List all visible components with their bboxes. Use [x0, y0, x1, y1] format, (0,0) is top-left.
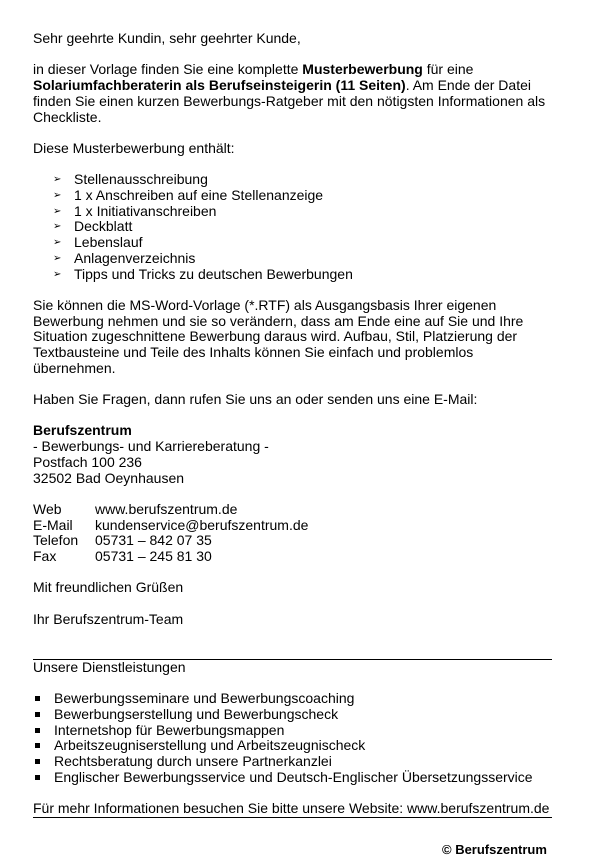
more-info: Für mehr Informationen besuchen Sie bitte unsere Website: www.berufszentrum.de — [33, 800, 550, 817]
contact-row-fax — [33, 549, 553, 565]
postbox: Postfach 100 236 — [33, 453, 142, 470]
contact-value: www.berufszentrum.de — [95, 500, 238, 517]
contact-value: kundenservice@berufszentrum.de — [95, 516, 309, 533]
intro-text-2: für eine — [422, 61, 474, 78]
contact-label: Fax — [33, 548, 57, 565]
usage-paragraph: Sie können die MS-Word-Vorlage (*.RTF) als Ausgangsbasis Ihrer eigenen Bewerbung nehmen und sie so verändern, dass am Ende eine auf Sie und Ihre Situation zugeschnittene Bewerbung daraus wird. Aufbau, Stil, Platzierung der Textbausteine und Teile des Inhalts können Sie einfach und problemlos übernehmen. — [33, 296, 524, 376]
contact-value: 05731 – 245 81 30 — [95, 548, 212, 565]
intro-bold-1: Musterbewerbung — [302, 61, 423, 78]
contact-label: Telefon — [33, 532, 79, 549]
services-list — [33, 691, 553, 785]
list-item: ➢ Tipps und Tricks zu deutschen Bewerbungen — [53, 267, 553, 283]
intro-paragraph — [33, 62, 553, 125]
letter-body — [33, 31, 553, 818]
list-item: Bewerbungserstellung und Bewerbungscheck — [33, 707, 553, 723]
salutation: Sehr geehrte Kundin, sehr geehrter Kunde, — [33, 30, 301, 46]
contact-block — [33, 502, 553, 565]
contact-value: 05731 – 842 07 35 — [95, 532, 212, 549]
list-item: ➢ Anlagenverzeichnis — [53, 251, 553, 267]
contact-label: E-Mail — [33, 516, 73, 533]
footer-brand: © Berufszentrum — [442, 842, 547, 857]
list-item: ➢ 1 x Initiativanschreiben — [53, 204, 553, 220]
contents-list — [33, 172, 553, 282]
divider-bottom — [33, 817, 552, 818]
contact-row-phone — [33, 533, 553, 549]
company-name: Berufszentrum — [33, 422, 132, 439]
list-item: ➢ Stellenausschreibung — [53, 172, 553, 188]
intro-text-1: in dieser Vorlage finden Sie eine komplette — [33, 61, 303, 78]
address-block — [33, 423, 553, 486]
contents-heading: Diese Musterbewerbung enthält: — [33, 139, 235, 156]
company-tagline: - Bewerbungs- und Karriereberatung - — [33, 438, 269, 455]
intro-bold-2: Solariumfachberaterin als Berufseinsteigerin (11 Seiten) — [33, 77, 406, 94]
questions-line: Haben Sie Fragen, dann rufen Sie uns an oder senden uns eine E-Mail: — [33, 391, 478, 408]
contact-label: Web — [33, 500, 62, 517]
signature: Ihr Berufszentrum-Team — [33, 610, 184, 627]
list-item: Englischer Bewerbungsservice und Deutsch-Englischer Übersetzungsservice — [33, 770, 553, 786]
contact-row-email — [33, 518, 553, 534]
intro-text-3: . Am Ende der Datei finden Sie einen kurzen Bewerbungs-Ratgeber mit den nötigsten Informationen als Checkliste. — [33, 77, 546, 125]
services-heading: Unsere Dienstleistungen — [33, 658, 186, 675]
city: 32502 Bad Oeynhausen — [33, 469, 185, 486]
list-item: ➢ Lebenslauf — [53, 235, 553, 251]
list-item: Arbeitszeugniserstellung und Arbeitszeugnischeck — [33, 738, 553, 754]
closing: Mit freundlichen Grüßen — [33, 579, 184, 596]
list-item: Internetshop für Bewerbungsmappen — [33, 723, 553, 739]
list-item: ➢ 1 x Anschreiben auf eine Stellenanzeige — [53, 188, 553, 204]
contact-row-web — [33, 502, 553, 518]
list-item: ➢ Deckblatt — [53, 219, 553, 235]
list-item: Rechtsberatung durch unsere Partnerkanzlei — [33, 754, 553, 770]
list-item: Bewerbungsseminare und Bewerbungscoaching — [33, 691, 553, 707]
